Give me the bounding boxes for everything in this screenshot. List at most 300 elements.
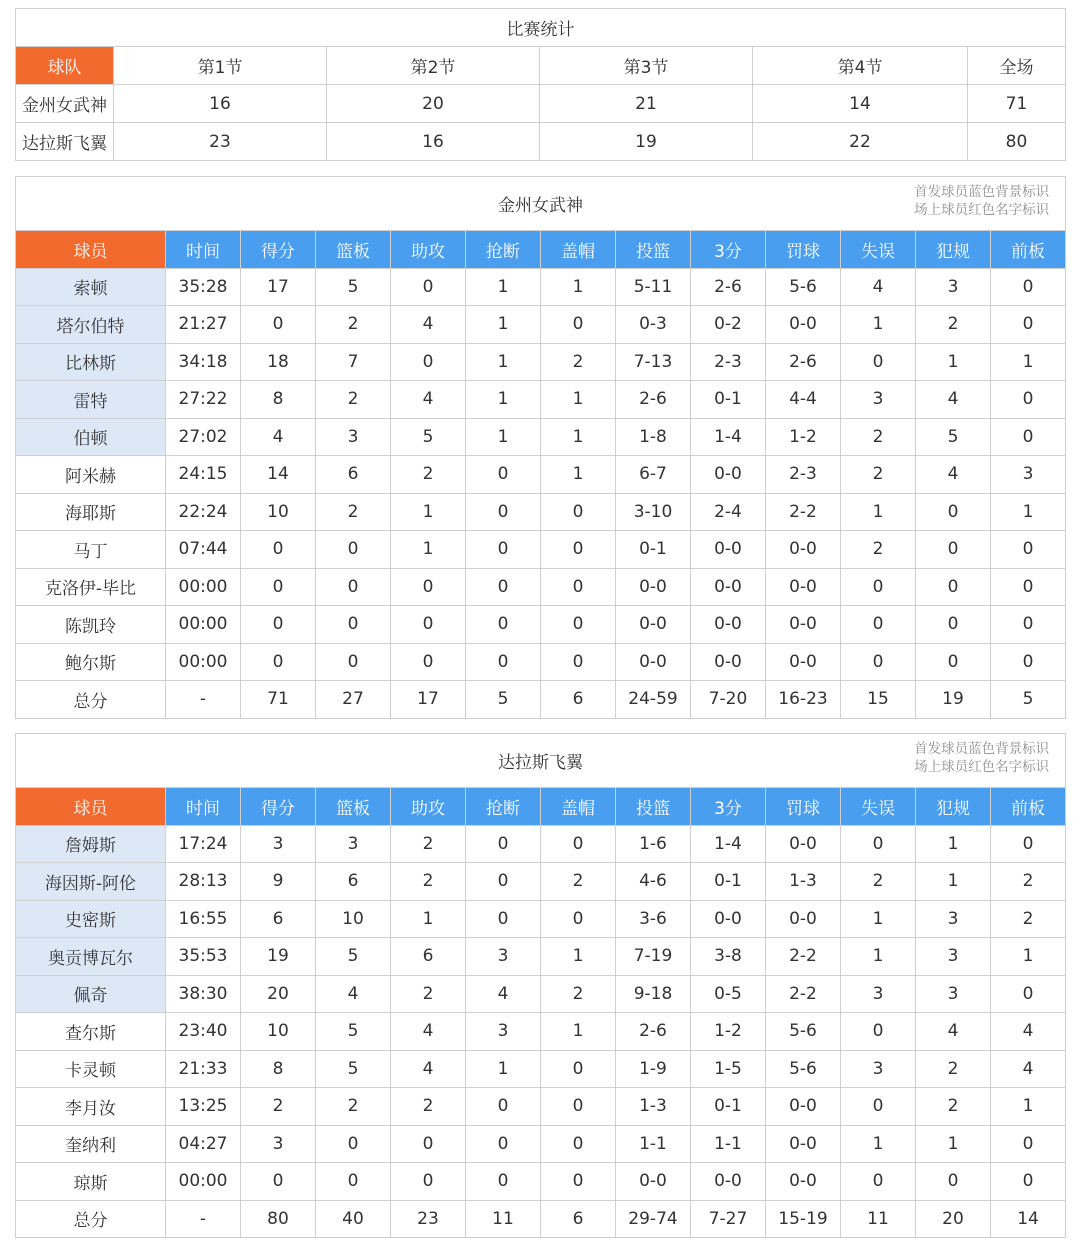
stat-cell: 0-0 [766, 825, 841, 863]
stat-cell: 2-3 [691, 343, 766, 381]
stat-cell: 0-0 [766, 900, 841, 938]
stat-cell: 2 [316, 493, 391, 531]
stat-cell: 15-19 [766, 1200, 841, 1238]
stat-cell: 2 [241, 1088, 316, 1126]
stat-cell: 0 [241, 568, 316, 606]
stat-cell: 3 [841, 381, 916, 419]
summary-header-cell: 全场 [968, 47, 1066, 85]
stat-cell: 5-11 [616, 268, 691, 306]
stat-cell: 2-2 [766, 493, 841, 531]
stat-cell: 0-0 [691, 643, 766, 681]
stat-cell: 0-0 [616, 1163, 691, 1201]
summary-header-row [16, 47, 1066, 85]
stat-cell: 0 [391, 268, 466, 306]
stat-cell: 2 [316, 1088, 391, 1126]
stat-cell: 1-4 [691, 825, 766, 863]
stat-cell: 0 [916, 568, 991, 606]
legend-note-line: 场上球员红色名字标识 [914, 759, 1050, 775]
stat-cell: 1-5 [691, 1050, 766, 1088]
stat-cell: 0 [991, 606, 1066, 644]
player-name: 塔尔伯特 [16, 306, 166, 344]
stat-cell: 2 [541, 863, 616, 901]
stat-cell: 10 [316, 900, 391, 938]
stat-cell: 2 [991, 863, 1066, 901]
stat-cell: 1-9 [616, 1050, 691, 1088]
stat-cell: 1 [991, 493, 1066, 531]
stat-cell: 6 [241, 900, 316, 938]
stat-cell: 0 [241, 306, 316, 344]
stat-cell: 4-6 [616, 863, 691, 901]
stat-cell: 21:27 [166, 306, 241, 344]
stat-cell: 0-0 [616, 568, 691, 606]
stat-cell: 0 [841, 825, 916, 863]
summary-cell: 达拉斯飞翼 [16, 123, 114, 161]
column-header: 时间 [166, 788, 241, 826]
column-header-row [16, 231, 1066, 269]
column-header: 3分 [691, 231, 766, 269]
stat-cell: 18 [241, 343, 316, 381]
summary-cell: 金州女武神 [16, 85, 114, 123]
stat-cell: 0 [916, 531, 991, 569]
column-header: 前板 [991, 788, 1066, 826]
stat-cell: 00:00 [166, 643, 241, 681]
column-header: 助攻 [391, 788, 466, 826]
stat-cell: 0 [841, 568, 916, 606]
stat-cell: 0 [541, 825, 616, 863]
player-row [16, 306, 1066, 344]
stat-cell: 2 [541, 343, 616, 381]
stat-cell: 0-1 [691, 863, 766, 901]
player-name: 琼斯 [16, 1163, 166, 1201]
column-header: 投篮 [616, 788, 691, 826]
stat-cell: 1 [541, 1013, 616, 1051]
stat-cell: 0 [841, 1163, 916, 1201]
stat-cell: 4 [916, 1013, 991, 1051]
stat-cell: 1 [916, 863, 991, 901]
player-name: 鲍尔斯 [16, 643, 166, 681]
stat-cell: 20 [241, 975, 316, 1013]
stat-cell: 0-2 [691, 306, 766, 344]
stat-cell: 0 [541, 900, 616, 938]
stat-cell: 2-6 [616, 381, 691, 419]
stat-cell: 2-2 [766, 975, 841, 1013]
stat-cell: 8 [241, 1050, 316, 1088]
stat-cell: 6 [541, 1200, 616, 1238]
stat-cell: 1 [466, 306, 541, 344]
stat-cell: 0 [316, 1125, 391, 1163]
stat-cell: 19 [916, 681, 991, 719]
stat-cell: 4 [391, 1050, 466, 1088]
stat-cell: 0 [841, 606, 916, 644]
stat-cell: 1 [541, 268, 616, 306]
stat-cell: 2 [916, 1088, 991, 1126]
stat-cell: 0 [466, 825, 541, 863]
stat-cell: 1 [916, 343, 991, 381]
stat-cell: 6 [316, 863, 391, 901]
player-name: 比林斯 [16, 343, 166, 381]
stat-cell: 0-3 [616, 306, 691, 344]
stat-cell: 2 [391, 825, 466, 863]
player-row [16, 418, 1066, 456]
stat-cell: 0 [391, 606, 466, 644]
stat-cell: 3-10 [616, 493, 691, 531]
column-header: 前板 [991, 231, 1066, 269]
stat-cell: 35:28 [166, 268, 241, 306]
player-name: 海耶斯 [16, 493, 166, 531]
stat-cell: 0 [316, 606, 391, 644]
stat-cell: 27:22 [166, 381, 241, 419]
stat-cell: 1-3 [766, 863, 841, 901]
stat-cell: 1-4 [691, 418, 766, 456]
column-header: 投篮 [616, 231, 691, 269]
column-header: 罚球 [766, 231, 841, 269]
stat-cell: 1 [466, 268, 541, 306]
stat-cell: 4 [391, 381, 466, 419]
player-row [16, 1050, 1066, 1088]
stat-cell: 2 [841, 863, 916, 901]
stat-cell: 1 [841, 306, 916, 344]
stat-cell: 5 [466, 681, 541, 719]
stat-cell: 7-27 [691, 1200, 766, 1238]
stat-cell: 80 [241, 1200, 316, 1238]
player-name: 奎纳利 [16, 1125, 166, 1163]
stat-cell: 0 [991, 1163, 1066, 1201]
stat-cell: 5 [391, 418, 466, 456]
stat-cell: 0-0 [691, 456, 766, 494]
stat-cell: 0 [841, 643, 916, 681]
player-name: 佩奇 [16, 975, 166, 1013]
stat-cell: 3-8 [691, 938, 766, 976]
stat-cell: 0-0 [691, 568, 766, 606]
stat-cell: 0 [241, 531, 316, 569]
stat-cell: 0 [541, 306, 616, 344]
team-title-cell [16, 177, 1066, 231]
player-name: 海因斯-阿伦 [16, 863, 166, 901]
stat-cell: 3 [916, 268, 991, 306]
stat-cell: 0-0 [766, 531, 841, 569]
stat-cell: 0 [316, 568, 391, 606]
stat-cell: 3 [316, 825, 391, 863]
player-row [16, 568, 1066, 606]
stat-cell: 3-6 [616, 900, 691, 938]
summary-row [16, 85, 1066, 123]
stat-cell: 5-6 [766, 1050, 841, 1088]
stat-cell: 14 [241, 456, 316, 494]
stat-cell: 6-7 [616, 456, 691, 494]
summary-header-cell: 第1节 [114, 47, 327, 85]
stat-cell: 04:27 [166, 1125, 241, 1163]
stat-cell: 0 [991, 643, 1066, 681]
player-name: 阿米赫 [16, 456, 166, 494]
summary-cell: 80 [968, 123, 1066, 161]
stat-cell: 0 [916, 493, 991, 531]
stat-cell: 7-19 [616, 938, 691, 976]
stat-cell: 4 [916, 456, 991, 494]
summary-row [16, 123, 1066, 161]
stat-cell: 2 [916, 306, 991, 344]
player-row [16, 531, 1066, 569]
player-name: 查尔斯 [16, 1013, 166, 1051]
stat-cell: 10 [241, 1013, 316, 1051]
column-header: 得分 [241, 231, 316, 269]
stat-cell: 4 [991, 1013, 1066, 1051]
stat-cell: 0-0 [691, 531, 766, 569]
summary-cell: 23 [114, 123, 327, 161]
player-row [16, 1163, 1066, 1201]
summary-cell: 19 [540, 123, 753, 161]
team-box-table [15, 176, 1066, 719]
stat-cell: 0 [391, 1163, 466, 1201]
stat-cell: 0 [241, 643, 316, 681]
stat-cell: 0 [466, 863, 541, 901]
stat-cell: 0 [916, 1163, 991, 1201]
player-row [16, 343, 1066, 381]
stat-cell: 1 [916, 1125, 991, 1163]
stat-cell: 17 [391, 681, 466, 719]
stat-cell: 0 [466, 493, 541, 531]
stat-cell: 0-1 [691, 381, 766, 419]
stat-cell: 00:00 [166, 568, 241, 606]
stat-cell: 2 [316, 381, 391, 419]
stat-cell: 1 [841, 493, 916, 531]
stat-cell: 0-0 [766, 643, 841, 681]
team-title-cell [16, 734, 1066, 788]
player-name: 索顿 [16, 268, 166, 306]
column-header: 罚球 [766, 788, 841, 826]
column-header-row [16, 788, 1066, 826]
stat-cell: 0 [991, 381, 1066, 419]
summary-cell: 16 [114, 85, 327, 123]
stat-cell: 7 [316, 343, 391, 381]
stat-cell: 1 [841, 1125, 916, 1163]
stat-cell: 0-0 [616, 643, 691, 681]
stat-cell: 5 [991, 681, 1066, 719]
stat-cell: 3 [841, 1050, 916, 1088]
stat-cell: 4 [391, 1013, 466, 1051]
stat-cell: - [166, 1200, 241, 1238]
stat-cell: 11 [841, 1200, 916, 1238]
stat-cell: 0-0 [766, 306, 841, 344]
stat-cell: 3 [466, 1013, 541, 1051]
stat-cell: 2 [991, 900, 1066, 938]
stat-cell: 3 [841, 975, 916, 1013]
stat-cell: 3 [916, 938, 991, 976]
stat-cell: 1 [391, 900, 466, 938]
player-row [16, 1013, 1066, 1051]
column-header: 篮板 [316, 231, 391, 269]
column-header: 失误 [841, 231, 916, 269]
stat-cell: 0 [316, 1163, 391, 1201]
stat-cell: 15 [841, 681, 916, 719]
stat-cell: 1 [466, 1050, 541, 1088]
player-row [16, 863, 1066, 901]
player-row [16, 975, 1066, 1013]
legend-note [914, 740, 1049, 776]
column-header: 失误 [841, 788, 916, 826]
summary-cell: 14 [753, 85, 968, 123]
stat-cell: 5 [316, 1050, 391, 1088]
legend-note [914, 183, 1049, 219]
stat-cell: 5 [316, 938, 391, 976]
stat-cell: 0 [541, 1088, 616, 1126]
stat-cell: 1-6 [616, 825, 691, 863]
player-row [16, 493, 1066, 531]
stat-cell: 19 [241, 938, 316, 976]
stat-cell: 0 [466, 643, 541, 681]
stat-cell: 07:44 [166, 531, 241, 569]
stat-cell: 0 [841, 343, 916, 381]
player-name: 克洛伊-毕比 [16, 568, 166, 606]
player-name: 奥贡博瓦尔 [16, 938, 166, 976]
stat-cell: - [166, 681, 241, 719]
stat-cell: 16:55 [166, 900, 241, 938]
team-title: 达拉斯飞翼 [498, 753, 584, 773]
column-header: 篮板 [316, 788, 391, 826]
summary-header-cell: 第2节 [327, 47, 540, 85]
legend-note-line: 场上球员红色名字标识 [914, 202, 1050, 218]
stat-cell: 4 [391, 306, 466, 344]
player-row [16, 1125, 1066, 1163]
stat-cell: 1-2 [766, 418, 841, 456]
stat-cell: 35:53 [166, 938, 241, 976]
stat-cell: 8 [241, 381, 316, 419]
stat-cell: 6 [316, 456, 391, 494]
stat-cell: 3 [316, 418, 391, 456]
total-row [16, 1200, 1066, 1238]
stat-cell: 2-6 [766, 343, 841, 381]
stat-cell: 0-0 [691, 900, 766, 938]
column-header: 时间 [166, 231, 241, 269]
stat-cell: 3 [991, 456, 1066, 494]
stat-cell: 2 [391, 456, 466, 494]
stat-cell: 23 [391, 1200, 466, 1238]
stat-cell: 0 [841, 1013, 916, 1051]
stat-cell: 4 [841, 268, 916, 306]
stat-cell: 1 [991, 343, 1066, 381]
stat-cell: 34:18 [166, 343, 241, 381]
stat-cell: 1 [541, 418, 616, 456]
stat-cell: 0-0 [616, 606, 691, 644]
column-header: 3分 [691, 788, 766, 826]
stat-cell: 2 [841, 531, 916, 569]
stat-cell: 1 [466, 343, 541, 381]
stat-cell: 0 [541, 531, 616, 569]
player-name: 卡灵顿 [16, 1050, 166, 1088]
player-name: 史密斯 [16, 900, 166, 938]
player-name: 总分 [16, 681, 166, 719]
stat-cell: 0-0 [691, 1163, 766, 1201]
stat-cell: 24-59 [616, 681, 691, 719]
stat-cell: 2 [841, 456, 916, 494]
stat-cell: 4-4 [766, 381, 841, 419]
stat-cell: 1-1 [691, 1125, 766, 1163]
stat-cell: 5 [916, 418, 991, 456]
stat-cell: 4 [916, 381, 991, 419]
stat-cell: 0 [991, 306, 1066, 344]
stat-cell: 7-20 [691, 681, 766, 719]
stat-cell: 0 [391, 343, 466, 381]
stat-cell: 28:13 [166, 863, 241, 901]
player-name: 总分 [16, 1200, 166, 1238]
team-box-table [15, 733, 1066, 1238]
stat-cell: 2 [391, 1088, 466, 1126]
stat-cell: 2-4 [691, 493, 766, 531]
stat-cell: 0 [466, 1163, 541, 1201]
player-row [16, 606, 1066, 644]
summary-cell: 22 [753, 123, 968, 161]
summary-header-cell: 第4节 [753, 47, 968, 85]
stat-cell: 1-1 [616, 1125, 691, 1163]
stat-cell: 0 [241, 1163, 316, 1201]
player-row [16, 268, 1066, 306]
stat-cell: 0 [991, 531, 1066, 569]
stat-cell: 9-18 [616, 975, 691, 1013]
stat-cell: 0 [466, 1125, 541, 1163]
player-row [16, 381, 1066, 419]
stat-cell: 4 [316, 975, 391, 1013]
stat-cell: 29-74 [616, 1200, 691, 1238]
stat-cell: 1 [991, 938, 1066, 976]
stat-cell: 0 [466, 531, 541, 569]
stat-cell: 27:02 [166, 418, 241, 456]
player-name: 李月汝 [16, 1088, 166, 1126]
stat-cell: 3 [916, 975, 991, 1013]
stat-cell: 1 [841, 938, 916, 976]
stat-cell: 0-0 [766, 1125, 841, 1163]
player-name: 马丁 [16, 531, 166, 569]
stat-cell: 0 [991, 1125, 1066, 1163]
stat-cell: 0 [316, 531, 391, 569]
stat-cell: 2 [916, 1050, 991, 1088]
player-row [16, 938, 1066, 976]
stat-cell: 0 [991, 825, 1066, 863]
stat-cell: 10 [241, 493, 316, 531]
stat-cell: 20 [916, 1200, 991, 1238]
stat-cell: 4 [466, 975, 541, 1013]
quarter-summary-table [15, 8, 1066, 161]
stat-cell: 1 [991, 1088, 1066, 1126]
stat-cell: 0 [466, 606, 541, 644]
player-row [16, 825, 1066, 863]
stat-cell: 00:00 [166, 606, 241, 644]
player-name: 詹姆斯 [16, 825, 166, 863]
stat-cell: 1 [466, 418, 541, 456]
stat-cell: 1-2 [691, 1013, 766, 1051]
summary-cell: 16 [327, 123, 540, 161]
stat-cell: 1 [391, 531, 466, 569]
stat-cell: 1 [391, 493, 466, 531]
team-title: 金州女武神 [498, 196, 584, 216]
stat-cell: 2 [391, 863, 466, 901]
stat-cell: 0 [991, 975, 1066, 1013]
stat-cell: 22:24 [166, 493, 241, 531]
stat-cell: 2-6 [616, 1013, 691, 1051]
stat-cell: 1 [541, 381, 616, 419]
column-header: 盖帽 [541, 231, 616, 269]
stat-cell: 5-6 [766, 1013, 841, 1051]
player-row [16, 456, 1066, 494]
stat-cell: 4 [991, 1050, 1066, 1088]
summary-cell: 71 [968, 85, 1066, 123]
stat-cell: 0 [241, 606, 316, 644]
stat-cell: 00:00 [166, 1163, 241, 1201]
stat-cell: 0 [991, 418, 1066, 456]
stat-cell: 0-0 [766, 1088, 841, 1126]
stat-cell: 9 [241, 863, 316, 901]
stat-cell: 0 [916, 606, 991, 644]
summary-header-cell: 球队 [16, 47, 114, 85]
summary-header-cell: 第3节 [540, 47, 753, 85]
